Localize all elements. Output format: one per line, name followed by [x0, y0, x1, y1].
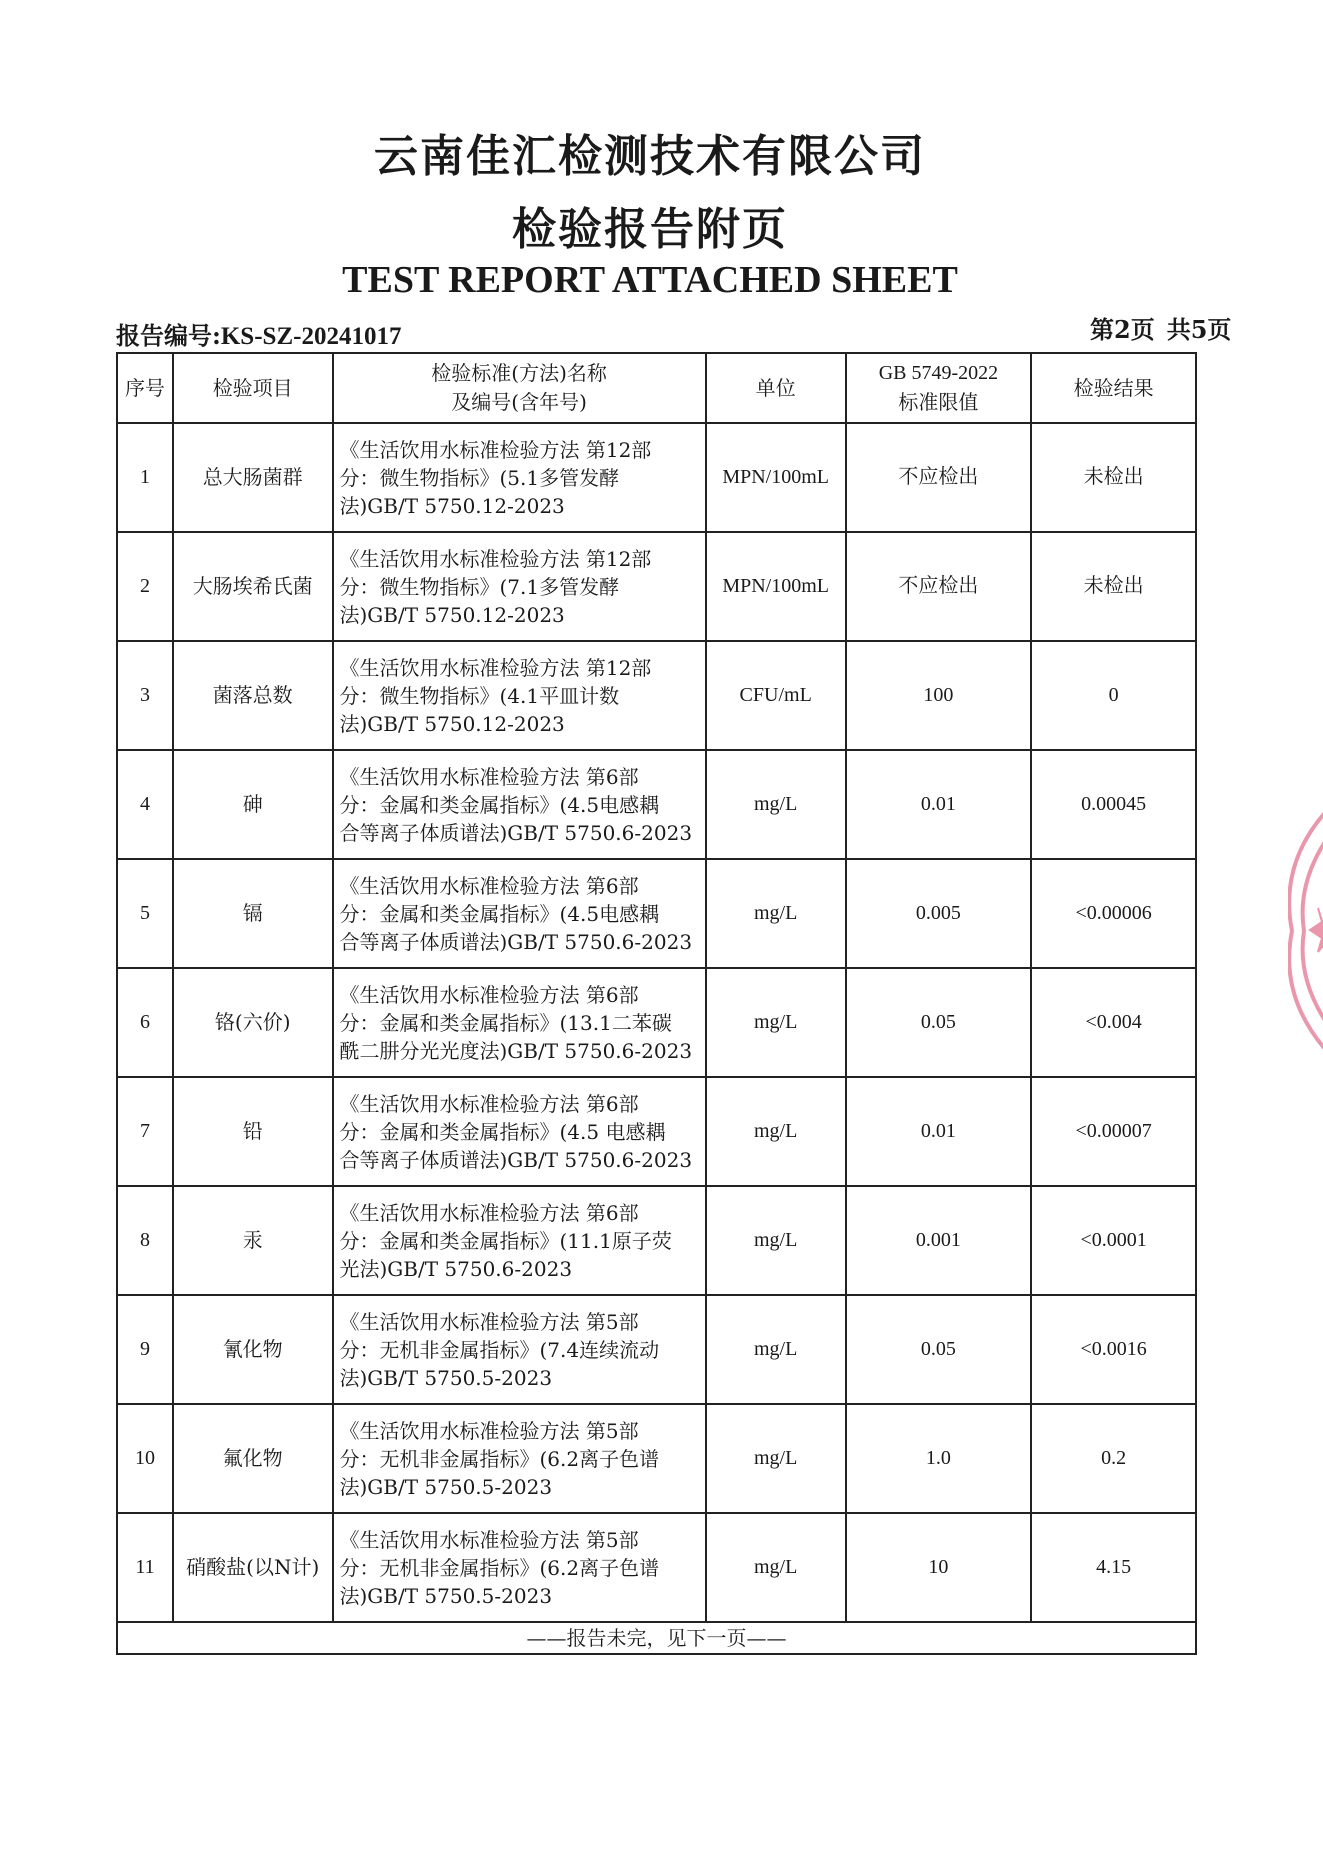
- method-line: 分：无机非金属指标》(6.2离子色谱: [339, 1446, 660, 1471]
- cell-no: 11: [117, 1513, 173, 1622]
- test-results-table: [116, 352, 1197, 1655]
- cell-no: 9: [117, 1295, 173, 1404]
- header-method-line2: 及编号(含年号): [451, 390, 587, 414]
- method-line: 《生活饮用水标准检验方法 第6部: [339, 1091, 639, 1116]
- cell-item: 总大肠菌群: [173, 423, 333, 532]
- cell-unit: mg/L: [706, 1404, 846, 1513]
- cell-result: <0.0001: [1031, 1186, 1196, 1295]
- method-line: 法)GB/T 5750.5-2023: [339, 1474, 553, 1499]
- report-number: [116, 316, 401, 351]
- method-line: 分：金属和类金属指标》(4.5电感耦: [339, 792, 660, 817]
- cell-method: [333, 1513, 706, 1622]
- method-line: 分：无机非金属指标》(7.4连续流动: [339, 1337, 660, 1362]
- method-line: 合等离子体质谱法)GB/T 5750.6-2023: [339, 929, 693, 954]
- cell-result: 0.00045: [1031, 750, 1196, 859]
- method-line: 分：金属和类金属指标》(11.1原子荧: [339, 1228, 672, 1253]
- method-line: 分：金属和类金属指标》(13.1二苯碳: [339, 1010, 672, 1035]
- cell-unit: mg/L: [706, 1186, 846, 1295]
- header-method-line1: 检验标准(方法)名称: [431, 361, 607, 385]
- cell-result: <0.00006: [1031, 859, 1196, 968]
- method-line: 《生活饮用水标准检验方法 第6部: [339, 982, 639, 1007]
- cell-limit: 0.005: [846, 859, 1032, 968]
- cell-limit: 10: [846, 1513, 1032, 1622]
- cell-method: [333, 1295, 706, 1404]
- cell-result: 0.2: [1031, 1404, 1196, 1513]
- page-total: 共5页: [1166, 315, 1232, 344]
- method-line: 《生活饮用水标准检验方法 第6部: [339, 764, 639, 789]
- table-header-row: [117, 353, 1196, 423]
- cell-unit: mg/L: [706, 859, 846, 968]
- cell-item: 镉: [173, 859, 333, 968]
- cell-no: 7: [117, 1077, 173, 1186]
- table-row: [117, 641, 1196, 750]
- cell-result: <0.004: [1031, 968, 1196, 1077]
- cell-result: <0.0016: [1031, 1295, 1196, 1404]
- seal-star: [1310, 908, 1323, 952]
- cell-unit: mg/L: [706, 968, 846, 1077]
- report-number-label: 报告编号:: [116, 321, 221, 350]
- cell-limit: 0.001: [846, 1186, 1032, 1295]
- table-row: [117, 859, 1196, 968]
- page-indicator: [1090, 310, 1231, 345]
- cell-unit: mg/L: [706, 1295, 846, 1404]
- table-row: [117, 1295, 1196, 1404]
- method-line: 《生活饮用水标准检验方法 第12部: [339, 655, 652, 680]
- method-line: 分：微生物指标》(4.1平皿计数: [339, 683, 620, 708]
- table-row: [117, 1077, 1196, 1186]
- cell-unit: mg/L: [706, 750, 846, 859]
- cell-item: 氰化物: [173, 1295, 333, 1404]
- cell-no: 3: [117, 641, 173, 750]
- method-line: 《生活饮用水标准检验方法 第5部: [339, 1309, 639, 1334]
- cell-limit: 0.01: [846, 1077, 1032, 1186]
- table-row: [117, 1186, 1196, 1295]
- cell-result: 4.15: [1031, 1513, 1196, 1622]
- method-line: 《生活饮用水标准检验方法 第6部: [339, 1200, 639, 1225]
- cell-item: 大肠埃希氏菌: [173, 532, 333, 641]
- cell-no: 5: [117, 859, 173, 968]
- table-row: [117, 423, 1196, 532]
- report-title-en: TEST REPORT ATTACHED SHEET: [342, 259, 958, 301]
- method-line: 光法)GB/T 5750.6-2023: [339, 1256, 573, 1281]
- cell-method: [333, 859, 706, 968]
- header-method: [333, 353, 706, 423]
- method-line: 分：无机非金属指标》(6.2离子色谱: [339, 1555, 660, 1580]
- header-limit-line2: 标准限值: [898, 390, 979, 414]
- cell-limit: 1.0: [846, 1404, 1032, 1513]
- cell-method: [333, 750, 706, 859]
- cell-no: 2: [117, 532, 173, 641]
- table-row: [117, 750, 1196, 859]
- report-subtitle: 检验报告附页: [512, 204, 788, 255]
- method-line: 分：微生物指标》(7.1多管发酵: [339, 574, 620, 599]
- header-seq: 序号: [117, 353, 173, 423]
- cell-method: [333, 423, 706, 532]
- method-line: 《生活饮用水标准检验方法 第5部: [339, 1527, 639, 1552]
- cell-limit: 不应检出: [846, 532, 1032, 641]
- method-line: 《生活饮用水标准检验方法 第5部: [339, 1418, 639, 1443]
- cell-limit: 0.05: [846, 1295, 1032, 1404]
- cell-method: [333, 532, 706, 641]
- cell-no: 6: [117, 968, 173, 1077]
- cell-no: 8: [117, 1186, 173, 1295]
- cell-unit: MPN/100mL: [706, 423, 846, 532]
- cell-unit: MPN/100mL: [706, 532, 846, 641]
- cell-no: 1: [117, 423, 173, 532]
- cell-item: 汞: [173, 1186, 333, 1295]
- cell-method: [333, 1404, 706, 1513]
- seal-stamp: [1288, 800, 1323, 1062]
- method-line: 分：微生物指标》(5.1多管发酵: [339, 465, 620, 490]
- header-unit: 单位: [706, 353, 846, 423]
- method-line: 法)GB/T 5750.5-2023: [339, 1583, 553, 1608]
- cell-item: 菌落总数: [173, 641, 333, 750]
- method-line: 合等离子体质谱法)GB/T 5750.6-2023: [339, 820, 693, 845]
- cell-result: 未检出: [1031, 532, 1196, 641]
- table-row: [117, 1513, 1196, 1622]
- cell-limit: 100: [846, 641, 1032, 750]
- cell-method: [333, 1186, 706, 1295]
- cell-item: 硝酸盐(以N计): [173, 1513, 333, 1622]
- method-line: 法)GB/T 5750.12-2023: [339, 711, 565, 736]
- cell-no: 4: [117, 750, 173, 859]
- table-row: [117, 532, 1196, 641]
- cell-method: [333, 641, 706, 750]
- header-item: 检验项目: [173, 353, 333, 423]
- cell-method: [333, 968, 706, 1077]
- cell-item: 氟化物: [173, 1404, 333, 1513]
- method-line: 酰二肼分光光度法)GB/T 5750.6-2023: [339, 1038, 693, 1063]
- method-line: 《生活饮用水标准检验方法 第12部: [339, 546, 652, 571]
- cell-unit: mg/L: [706, 1513, 846, 1622]
- cell-no: 10: [117, 1404, 173, 1513]
- cell-item: 砷: [173, 750, 333, 859]
- cell-limit: 0.05: [846, 968, 1032, 1077]
- report-number-value: KS-SZ-20241017: [220, 323, 402, 350]
- cell-result: 未检出: [1031, 423, 1196, 532]
- header-result: 检验结果: [1031, 353, 1196, 423]
- method-line: 《生活饮用水标准检验方法 第12部: [339, 437, 652, 462]
- method-line: 《生活饮用水标准检验方法 第6部: [339, 873, 639, 898]
- table-row: [117, 968, 1196, 1077]
- header-limit: [846, 353, 1032, 423]
- cell-unit: CFU/mL: [706, 641, 846, 750]
- table-footer-note: ——报告未完，见下一页——: [117, 1622, 1196, 1654]
- table-footer-row: [117, 1622, 1196, 1654]
- method-line: 分：金属和类金属指标》(4.5 电感耦: [339, 1119, 666, 1144]
- cell-result: 0: [1031, 641, 1196, 750]
- method-line: 合等离子体质谱法)GB/T 5750.6-2023: [339, 1147, 693, 1172]
- cell-item: 铅: [173, 1077, 333, 1186]
- method-line: 分：金属和类金属指标》(4.5电感耦: [339, 901, 660, 926]
- cell-limit: 不应检出: [846, 423, 1032, 532]
- method-line: 法)GB/T 5750.12-2023: [339, 493, 565, 518]
- cell-unit: mg/L: [706, 1077, 846, 1186]
- company-name: 云南佳汇检测技术有限公司: [374, 131, 926, 182]
- cell-method: [333, 1077, 706, 1186]
- cell-result: <0.00007: [1031, 1077, 1196, 1186]
- cell-item: 铬(六价): [173, 968, 333, 1077]
- header-limit-line1: GB 5749-2022: [878, 362, 999, 384]
- cell-limit: 0.01: [846, 750, 1032, 859]
- table-row: [117, 1404, 1196, 1513]
- method-line: 法)GB/T 5750.5-2023: [339, 1365, 553, 1390]
- method-line: 法)GB/T 5750.12-2023: [339, 602, 565, 627]
- page-current: 第2页: [1090, 315, 1155, 344]
